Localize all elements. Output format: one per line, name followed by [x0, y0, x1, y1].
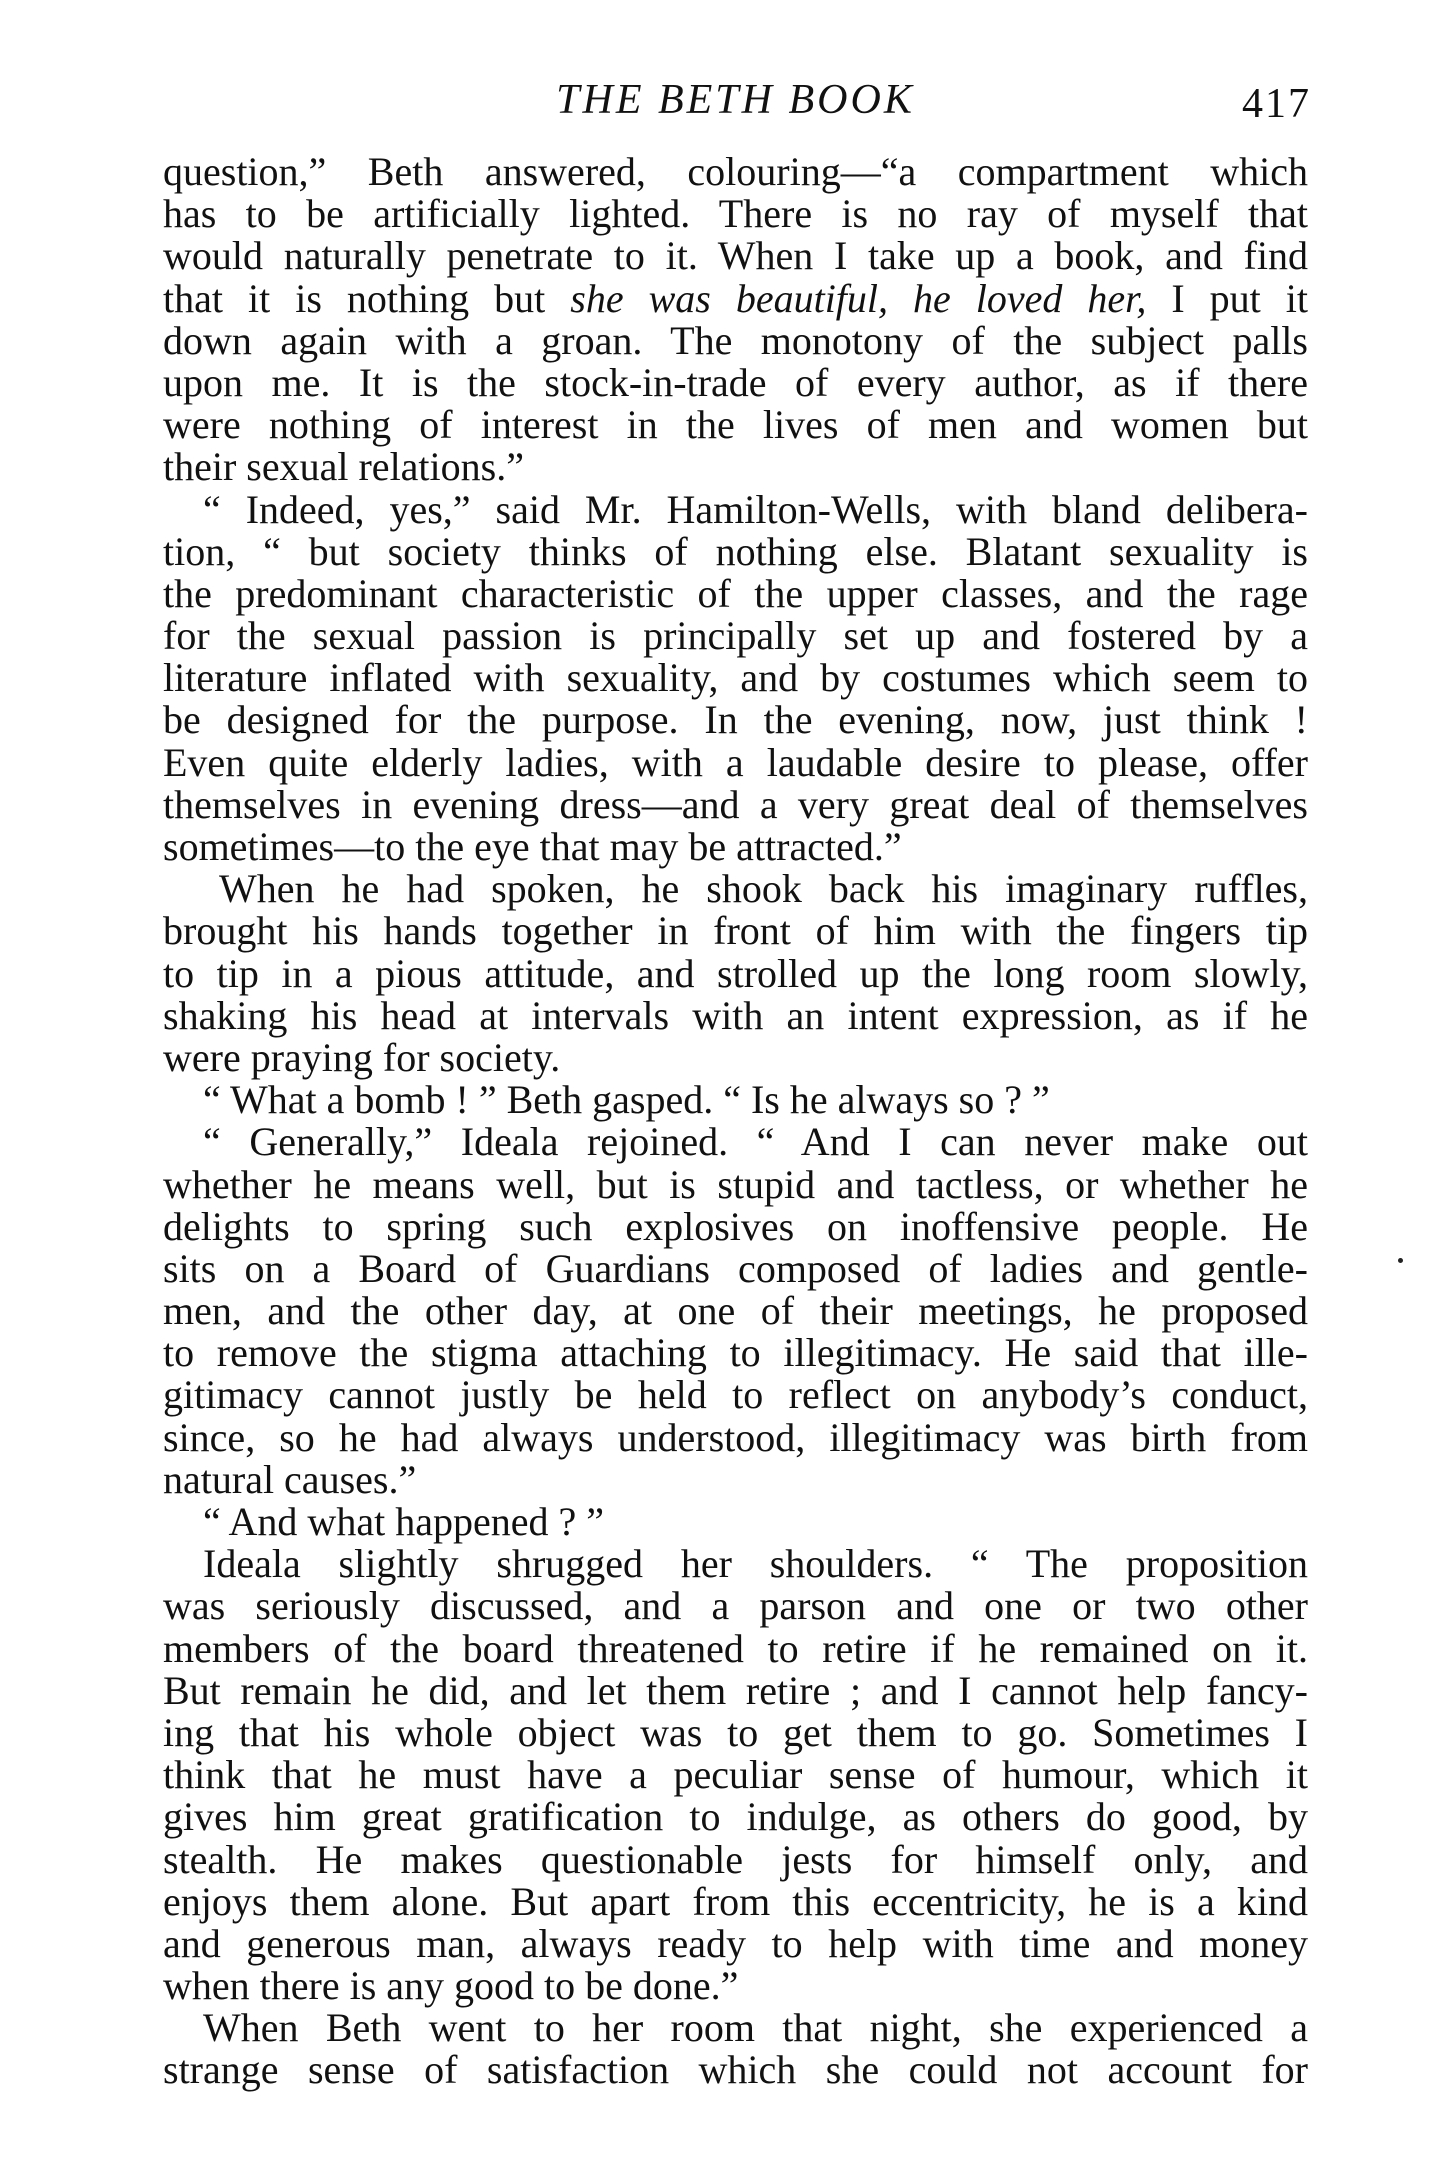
text-line: has to be artificially lighted. There is no ray of myself that [163, 191, 1308, 237]
text-line: upon me. It is the stock-in-trade of every author, as if there [163, 359, 1308, 405]
text-line: since, so he had always understood, illegitimacy was birth from [163, 1414, 1308, 1460]
text-line: Ideala slightly shrugged her shoulders. “ The proposition [203, 1541, 1308, 1587]
text-line: down again with a groan. The monotony of the subject palls [163, 317, 1308, 363]
text-line: Even quite elderly ladies, with a laudable desire to please, offer [163, 739, 1308, 785]
text-line: think that he must have a peculiar sense of humour, which it [163, 1752, 1308, 1798]
text-line: question,” Beth answered, colouring—“a compartment which [163, 149, 1308, 194]
text-line: When he had spoken, he shook back his imaginary ruffles, [219, 866, 1308, 912]
text-line: and generous man, always ready to help with time and money [163, 1920, 1308, 1966]
text-line: were praying for society. [163, 1034, 561, 1080]
italic-phrase: he loved her, [913, 275, 1147, 321]
text-fragment [888, 276, 913, 321]
text-line: to remove the stigma attaching to illegitimacy. He said that ille- [163, 1330, 1308, 1376]
text-line: were nothing of interest in the lives of men and women but [163, 402, 1308, 448]
text-line: “ What a bomb ! ” Beth gasped. “ Is he always so ? ” [203, 1077, 1050, 1123]
text-line: gives him great gratification to indulge, as others do good, by [163, 1794, 1308, 1840]
text-line: stealth. He makes questionable jests for himself only, and [163, 1836, 1308, 1882]
text-line: when there is any good to be done.” [163, 1963, 739, 2009]
text-fragment: that it is nothing but [163, 275, 571, 321]
text-line: But remain he did, and let them retire ; and I cannot help fancy- [163, 1667, 1308, 1713]
text-line: members of the board threatened to retire if he remained on it. [163, 1625, 1308, 1671]
text-fragment: I put it [1146, 275, 1308, 321]
text-line: tion, “ but society thinks of nothing else. Blatant sexuality is [163, 528, 1308, 574]
text-line: was seriously discussed, and a parson and one or two other [163, 1583, 1308, 1629]
page-number: 417 [1242, 81, 1311, 127]
text-line: enjoys them alone. But apart from this eccentricity, he is a kind [163, 1878, 1308, 1924]
text-line: the predominant characteristic of the upper classes, and the rage [163, 570, 1308, 616]
text-line: “ And what happened ? ” [203, 1499, 604, 1544]
ink-speck [1398, 1258, 1403, 1263]
text-line [163, 275, 1308, 321]
text-line: shaking his head at intervals with an intent expression, as if he [163, 992, 1308, 1038]
text-line: natural causes.” [163, 1456, 417, 1502]
text-line: would naturally penetrate to it. When I take up a book, and find [163, 233, 1308, 279]
text-line: gitimacy cannot justly be held to reflect on anybody’s conduct, [163, 1372, 1308, 1418]
body-text [163, 151, 1308, 2092]
running-head [163, 76, 1311, 136]
text-line: themselves in evening dress—and a very great deal of themselves [163, 781, 1308, 827]
italic-phrase: she was beautiful, [570, 275, 889, 321]
text-line: be designed for the purpose. In the evening, now, just think ! [163, 697, 1308, 743]
text-line: delights to spring such explosives on inoffensive people. He [163, 1203, 1308, 1249]
text-line: strange sense of satisfaction which she could not account for [163, 2047, 1308, 2093]
text-line: their sexual relations.” [163, 444, 524, 490]
text-line: “ Indeed, yes,” said Mr. Hamilton-Wells, with bland delibera- [203, 486, 1308, 532]
text-line: sometimes—to the eye that may be attracted.” [163, 824, 902, 869]
text-line: men, and the other day, at one of their meetings, he proposed [163, 1288, 1308, 1334]
text-line: “ Generally,” Ideala rejoined. “ And I can never make out [203, 1119, 1308, 1165]
text-line: When Beth went to her room that night, she experienced a [203, 2005, 1308, 2051]
running-title: THE BETH BOOK [556, 77, 915, 123]
text-line: sits on a Board of Guardians composed of ladies and gentle- [163, 1245, 1308, 1291]
text-line: ing that his whole object was to get them to go. Sometimes I [163, 1709, 1308, 1755]
text-line: to tip in a pious attitude, and strolled up the long room slowly, [163, 950, 1308, 996]
text-line: literature inflated with sexuality, and by costumes which seem to [163, 655, 1308, 701]
text-line: whether he means well, but is stupid and tactless, or whether he [163, 1161, 1308, 1207]
text-line: brought his hands together in front of him with the fingers tip [163, 908, 1308, 954]
text-line: for the sexual passion is principally set up and fostered by a [163, 613, 1308, 659]
